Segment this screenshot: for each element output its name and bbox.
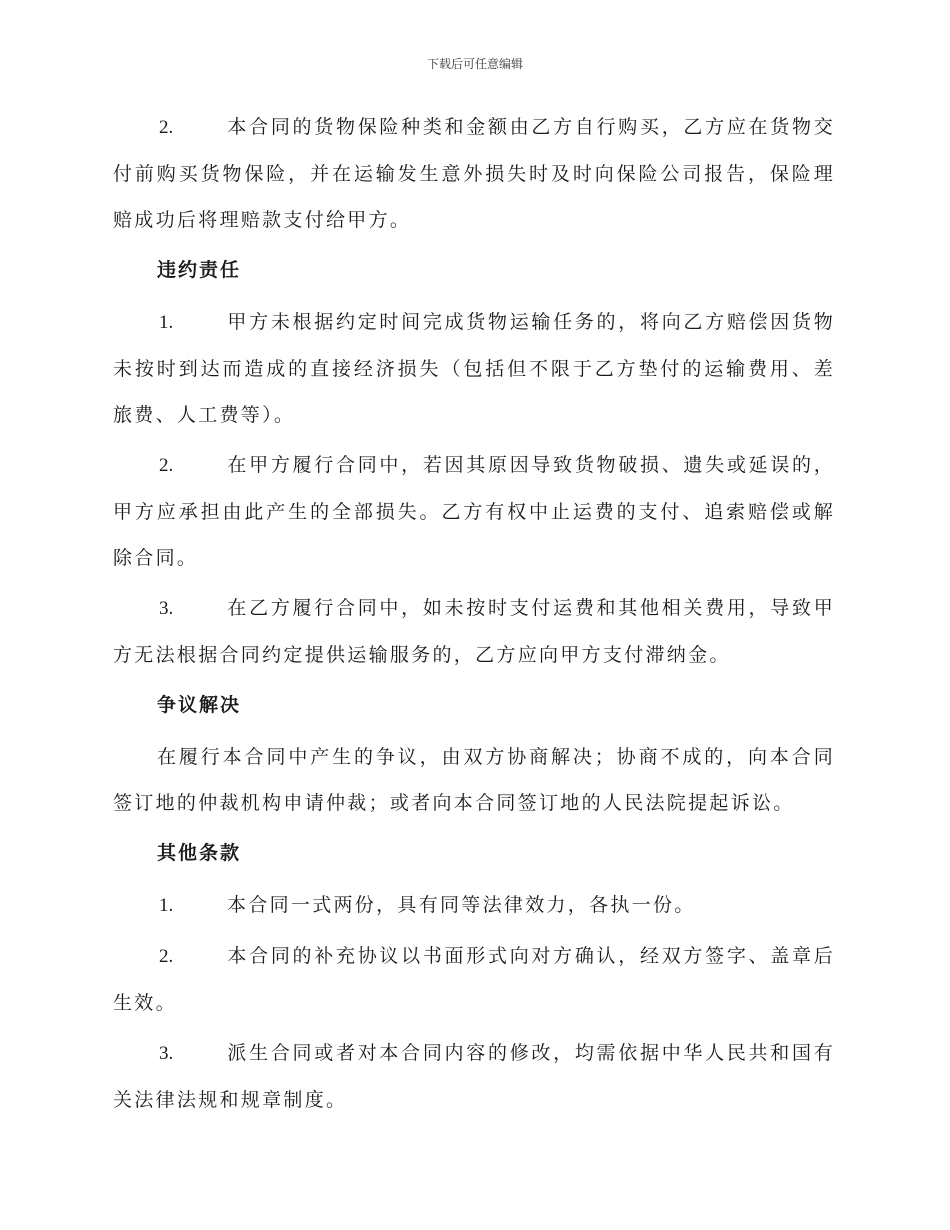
breach-clause-3 [113, 585, 835, 678]
other-clause-1 [113, 882, 835, 929]
item-text: 派生合同或者对本合同内容的修改，均需依据中华人民共和国有关法律法规和规章制度。 [113, 1042, 835, 1111]
item-number: 1. [159, 312, 174, 333]
document-body [113, 104, 835, 1127]
other-clause-2 [113, 933, 835, 1026]
item-number: 1. [159, 895, 174, 916]
item-number: 2. [159, 946, 174, 967]
insurance-clause-2 [113, 104, 835, 243]
section-heading-dispute: 争议解决 [157, 694, 242, 716]
item-text: 本合同一式两份，具有同等法律效力，各执一份。 [227, 894, 696, 916]
item-number: 3. [159, 598, 174, 619]
breach-clause-1 [113, 299, 835, 438]
page-header: 下载后可任意编辑 [426, 57, 523, 71]
other-clause-3 [113, 1030, 835, 1123]
item-text: 在甲方履行合同中，若因其原因导致货物破损、遗失或延误的，甲方应承担由此产生的全部损失。乙方有权中止运费的支付、追索赔偿或解除合同。 [113, 454, 835, 569]
item-text: 在乙方履行合同中，如未按时支付运费和其他相关费用，导致甲方无法根据合同约定提供运输服务的，乙方应向甲方支付滞纳金。 [113, 597, 835, 666]
item-text: 甲方未根据约定时间完成货物运输任务的，将向乙方赔偿因货物未按时到达而造成的直接经济损失（包括但不限于乙方垫付的运输费用、差旅费、人工费等）。 [113, 311, 835, 426]
item-text: 本合同的货物保险种类和金额由乙方自行购买，乙方应在货物交付前购买货物保险，并在运输发生意外损失时及时向保险公司报告，保险理赔成功后将理赔款支付给甲方。 [113, 116, 835, 231]
item-text: 本合同的补充协议以书面形式向对方确认，经双方签字、盖章后生效。 [113, 945, 835, 1014]
section-heading-breach: 违约责任 [157, 259, 242, 281]
breach-clause-2 [113, 442, 835, 581]
section-heading-other: 其他条款 [157, 842, 242, 864]
item-number: 2. [159, 117, 174, 138]
item-number: 3. [159, 1043, 174, 1064]
dispute-paragraph: 在履行本合同中产生的争议，由双方协商解决；协商不成的，向本合同签订地的仲裁机构申请仲裁；或者向本合同签订地的人民法院提起诉讼。 [113, 746, 835, 814]
item-number: 2. [159, 455, 174, 476]
